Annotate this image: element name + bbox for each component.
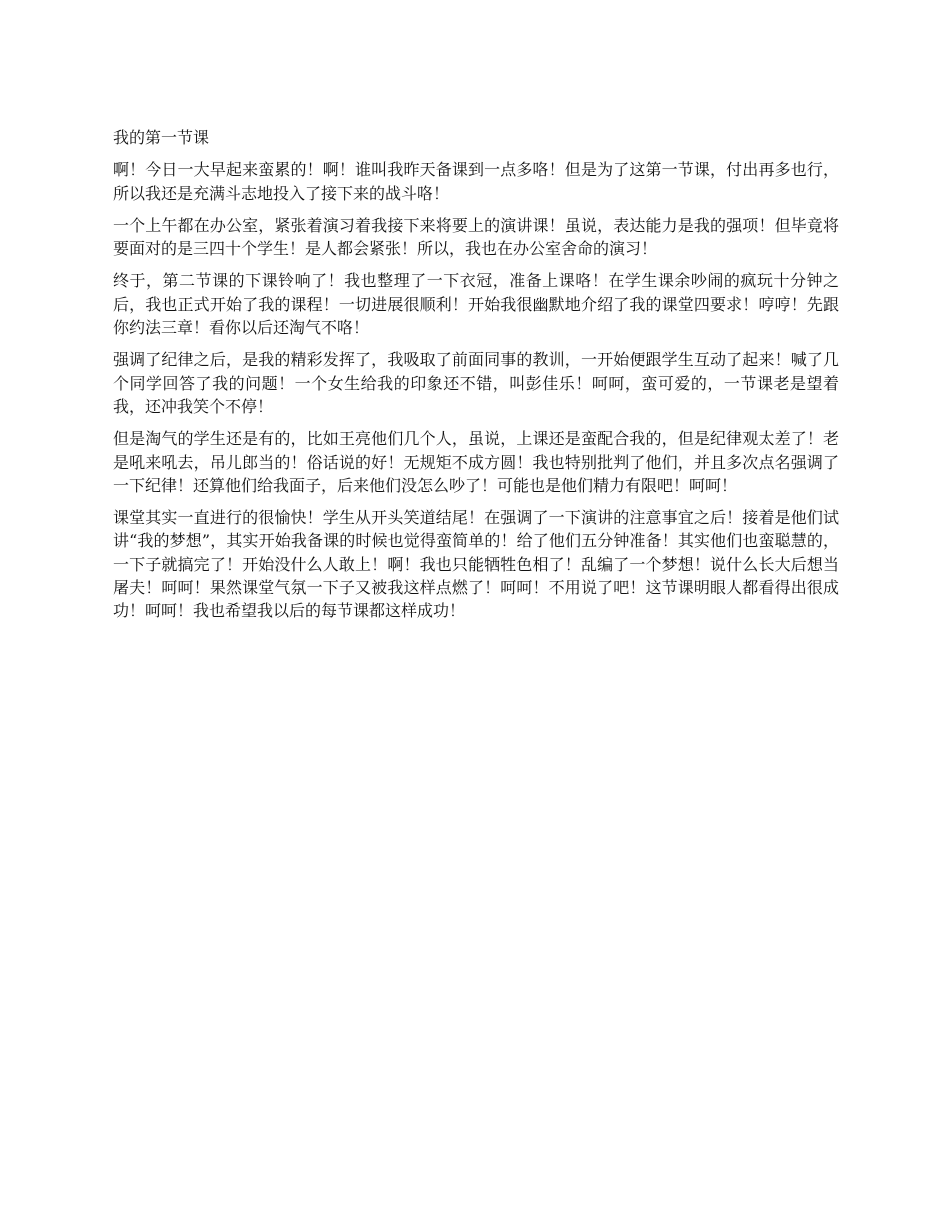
paragraph-4: 强调了纪律之后，是我的精彩发挥了，我吸取了前面同事的教训，一开始便跟学生互动了起来！喊了几个同学回答了我的问题！一个女生给我的印象还不错，叫彭佳乐！呵呵，蛮可爱的，一节课老是望着我，还冲我笑个不停！	[113, 350, 839, 416]
paragraph-5: 但是淘气的学生还是有的，比如王亮他们几个人，虽说，上课还是蛮配合我的，但是纪律观太差了！老是吼来吼去，吊儿郎当的！俗话说的好！无规矩不成方圆！我也特别批判了他们，并且多次点名强调了一下纪律！还算他们给我面子，后来他们没怎么吵了！可能也是他们精力有限吧！呵呵！	[113, 429, 839, 495]
document-title: 我的第一节课	[113, 128, 210, 147]
paragraph-1: 啊！今日一大早起来蛮累的！啊！谁叫我昨天备课到一点多咯！但是为了这第一节课，付出再多也行，所以我还是充满斗志地投入了接下来的战斗咯！	[113, 160, 839, 203]
paragraph-2: 一个上午都在办公室，紧张着演习着我接下来将要上的演讲课！虽说，表达能力是我的强项！但毕竟将要面对的是三四十个学生！是人都会紧张！所以，我也在办公室舍命的演习！	[113, 215, 839, 259]
paragraph-3: 终于，第二节课的下课铃响了！我也整理了一下衣冠，准备上课咯！在学生课余吵闹的疯玩十分钟之后，我也正式开始了我的课程！一切进展很顺利！开始我很幽默地介绍了我的课堂四要求！哼哼！先跟你约法三章！看你以后还淘气不咯！	[113, 271, 839, 338]
document-body	[113, 126, 839, 632]
paragraph-6: 课堂其实一直进行的很愉快！学生从开头笑道结尾！在强调了一下演讲的注意事宜之后！接着是他们试讲“我的梦想”，其实开始我备课的时候也觉得蛮简单的！给了他们五分钟准备！其实他们也蛮聪慧的，一下子就搞完了！开始没什么人敢上！啊！我也只能牺牲色相了！乱编了一个梦想！说什么长大后想当屠夫！呵呵！果然课堂气氛一下子又被我这样点燃了！呵呵！不用说了吧！这节课明眼人都看得出很成功！呵呵！我也希望我以后的每节课都这样成功！	[113, 508, 839, 621]
